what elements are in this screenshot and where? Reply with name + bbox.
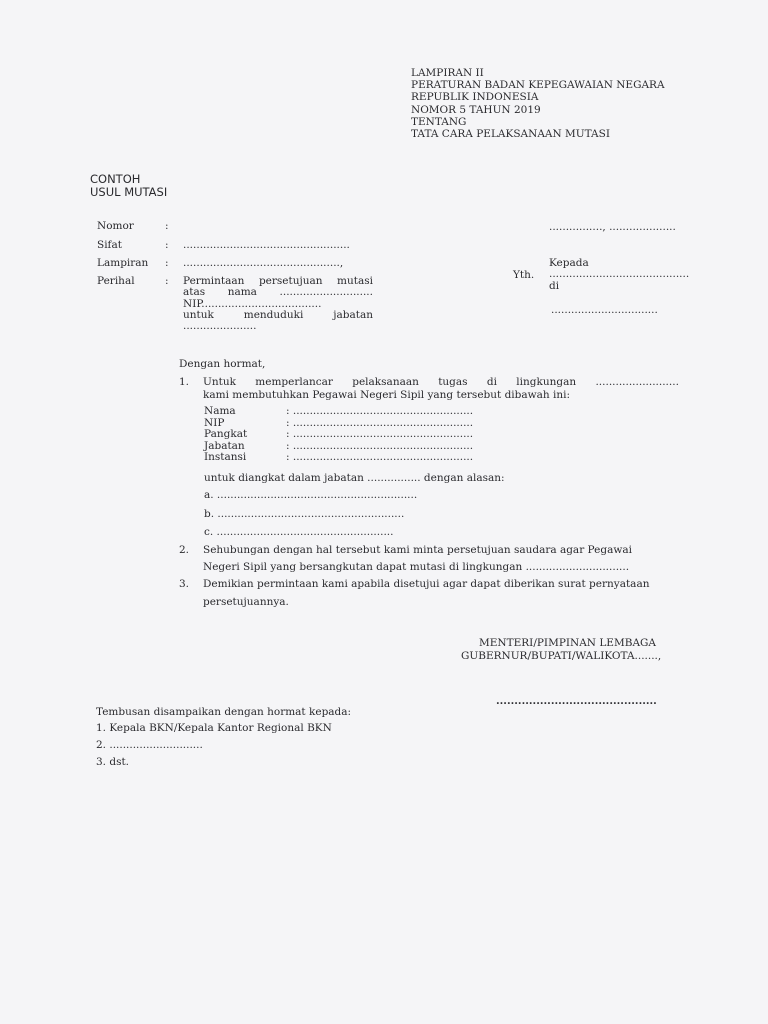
header-line-6: TATA CARA PELAKSANAAN MUTASI [411, 128, 610, 141]
paragraph-2-line-1: Sehubungan dengan hal tersebut kami minta persetujuan saudara agar Pegawai [203, 544, 632, 556]
greeting: Dengan hormat, [179, 358, 266, 370]
field-label: Jabatan [204, 439, 245, 452]
header-line-3: REPUBLIK INDONESIA [411, 91, 539, 104]
title-line-1: CONTOH [90, 172, 141, 186]
field-label: Pangkat [204, 428, 248, 440]
header-line-4: NOMOR 5 TAHUN 2019 [411, 103, 541, 116]
perihal-line-2 [183, 287, 373, 298]
lampiran-value: ..............................................., [183, 257, 344, 269]
p1-word: tugas [438, 376, 468, 388]
field-row [204, 452, 473, 464]
lampiran-colon: : [165, 257, 169, 269]
paragraph-3-line-1: Demikian permintaan kami apabila disetujui agar dapat diberikan surat pernyataan [203, 578, 650, 590]
di-label: di [549, 280, 560, 292]
paragraph-2-number: 2. [179, 544, 190, 556]
field-row [204, 406, 473, 418]
signature-name-dots: ............................................ [496, 695, 657, 707]
p1-word: di [486, 376, 497, 388]
lampiran-header [411, 67, 665, 140]
reason-line: untuk diangkat dalam jabatan ................ dengan alasan: [204, 472, 505, 484]
perihal-menduduki: menduduki [243, 308, 304, 321]
field-label: Nama [204, 405, 236, 417]
perihal-line-3: NIP.................................... [183, 297, 322, 310]
paragraph-1-number: 1. [179, 376, 190, 388]
signature-title-2: GUBERNUR/BUPATI/WALIKOTA......., [461, 650, 662, 662]
location-dots: ................................ [551, 304, 658, 316]
reason-b: b. ........................................................ [204, 508, 405, 520]
p1-word: Untuk [203, 376, 236, 388]
title-line-2: USUL MUTASI [90, 185, 168, 199]
recipient-dots: .......................................... [549, 268, 690, 280]
perihal-line-1: Permintaan persetujuan mutasi [183, 275, 373, 287]
field-value: : ...................................................... [286, 405, 474, 417]
perihal-block [183, 276, 373, 332]
perihal-nama-dots: ............................ [279, 286, 373, 299]
nomor-label: Nomor [97, 220, 134, 232]
p1-word: pelaksanaan [352, 376, 419, 388]
perihal-jabatan: jabatan [333, 308, 373, 321]
perihal-line-5: ...................... [183, 320, 257, 333]
field-label: Instansi [204, 451, 247, 463]
paragraph-2-line-2: Negeri Sipil yang bersangkutan dapat mutasi di lingkungan ............................... [203, 561, 630, 573]
perihal-nama: nama [227, 286, 257, 299]
tembusan-item: 3. dst. [96, 756, 130, 768]
field-value: : ...................................................... [286, 451, 474, 463]
tembusan-item: 1. Kepala BKN/Kepala Kantor Regional BKN [96, 722, 332, 734]
p1-word: lingkungan [516, 376, 577, 388]
header-line-5: TENTANG [411, 115, 467, 128]
perihal-atas: atas [183, 286, 206, 299]
kepada-label: Kepada [549, 257, 589, 269]
field-value: : ...................................................... [286, 439, 474, 452]
p1-word: ......................... [595, 376, 679, 388]
paragraph-3-line-2: persetujuannya. [203, 596, 289, 608]
signature-title-1: MENTERI/PIMPINAN LEMBAGA [479, 637, 656, 649]
paragraph-1-line-1 [203, 376, 679, 388]
employee-fields [204, 406, 473, 464]
reason-a: a. ............................................................ [204, 489, 418, 501]
sifat-label: Sifat [97, 239, 122, 251]
document-title [90, 173, 167, 199]
perihal-label: Perihal [97, 275, 135, 287]
perihal-colon: : [165, 275, 169, 287]
reason-c: c. ..................................................... [204, 526, 394, 538]
paragraph-3-number: 3. [179, 578, 190, 590]
p1-word: memperlancar [255, 376, 333, 388]
perihal-untuk: untuk [183, 308, 214, 321]
sifat-colon: : [165, 239, 169, 251]
paragraph-1-line-2: kami membutuhkan Pegawai Negeri Sipil yang tersebut dibawah ini: [203, 389, 570, 401]
header-line-2: PERATURAN BADAN KEPEGAWAIAN NEGARA [411, 79, 665, 92]
sifat-value: .................................................. [183, 239, 350, 251]
field-value: : ...................................................... [286, 428, 474, 440]
lampiran-label: Lampiran [97, 257, 149, 269]
field-row [204, 429, 473, 441]
header-line-1: LAMPIRAN II [411, 67, 484, 79]
yth-label: Yth. [513, 269, 535, 281]
field-label: NIP [204, 416, 225, 429]
nomor-colon: : [165, 220, 169, 232]
place-date: ................, .................... [549, 221, 676, 233]
field-value: : ...................................................... [286, 416, 474, 429]
tembusan-item: 2. ............................ [96, 739, 203, 751]
tembusan-heading: Tembusan disampaikan dengan hormat kepada: [96, 706, 352, 718]
